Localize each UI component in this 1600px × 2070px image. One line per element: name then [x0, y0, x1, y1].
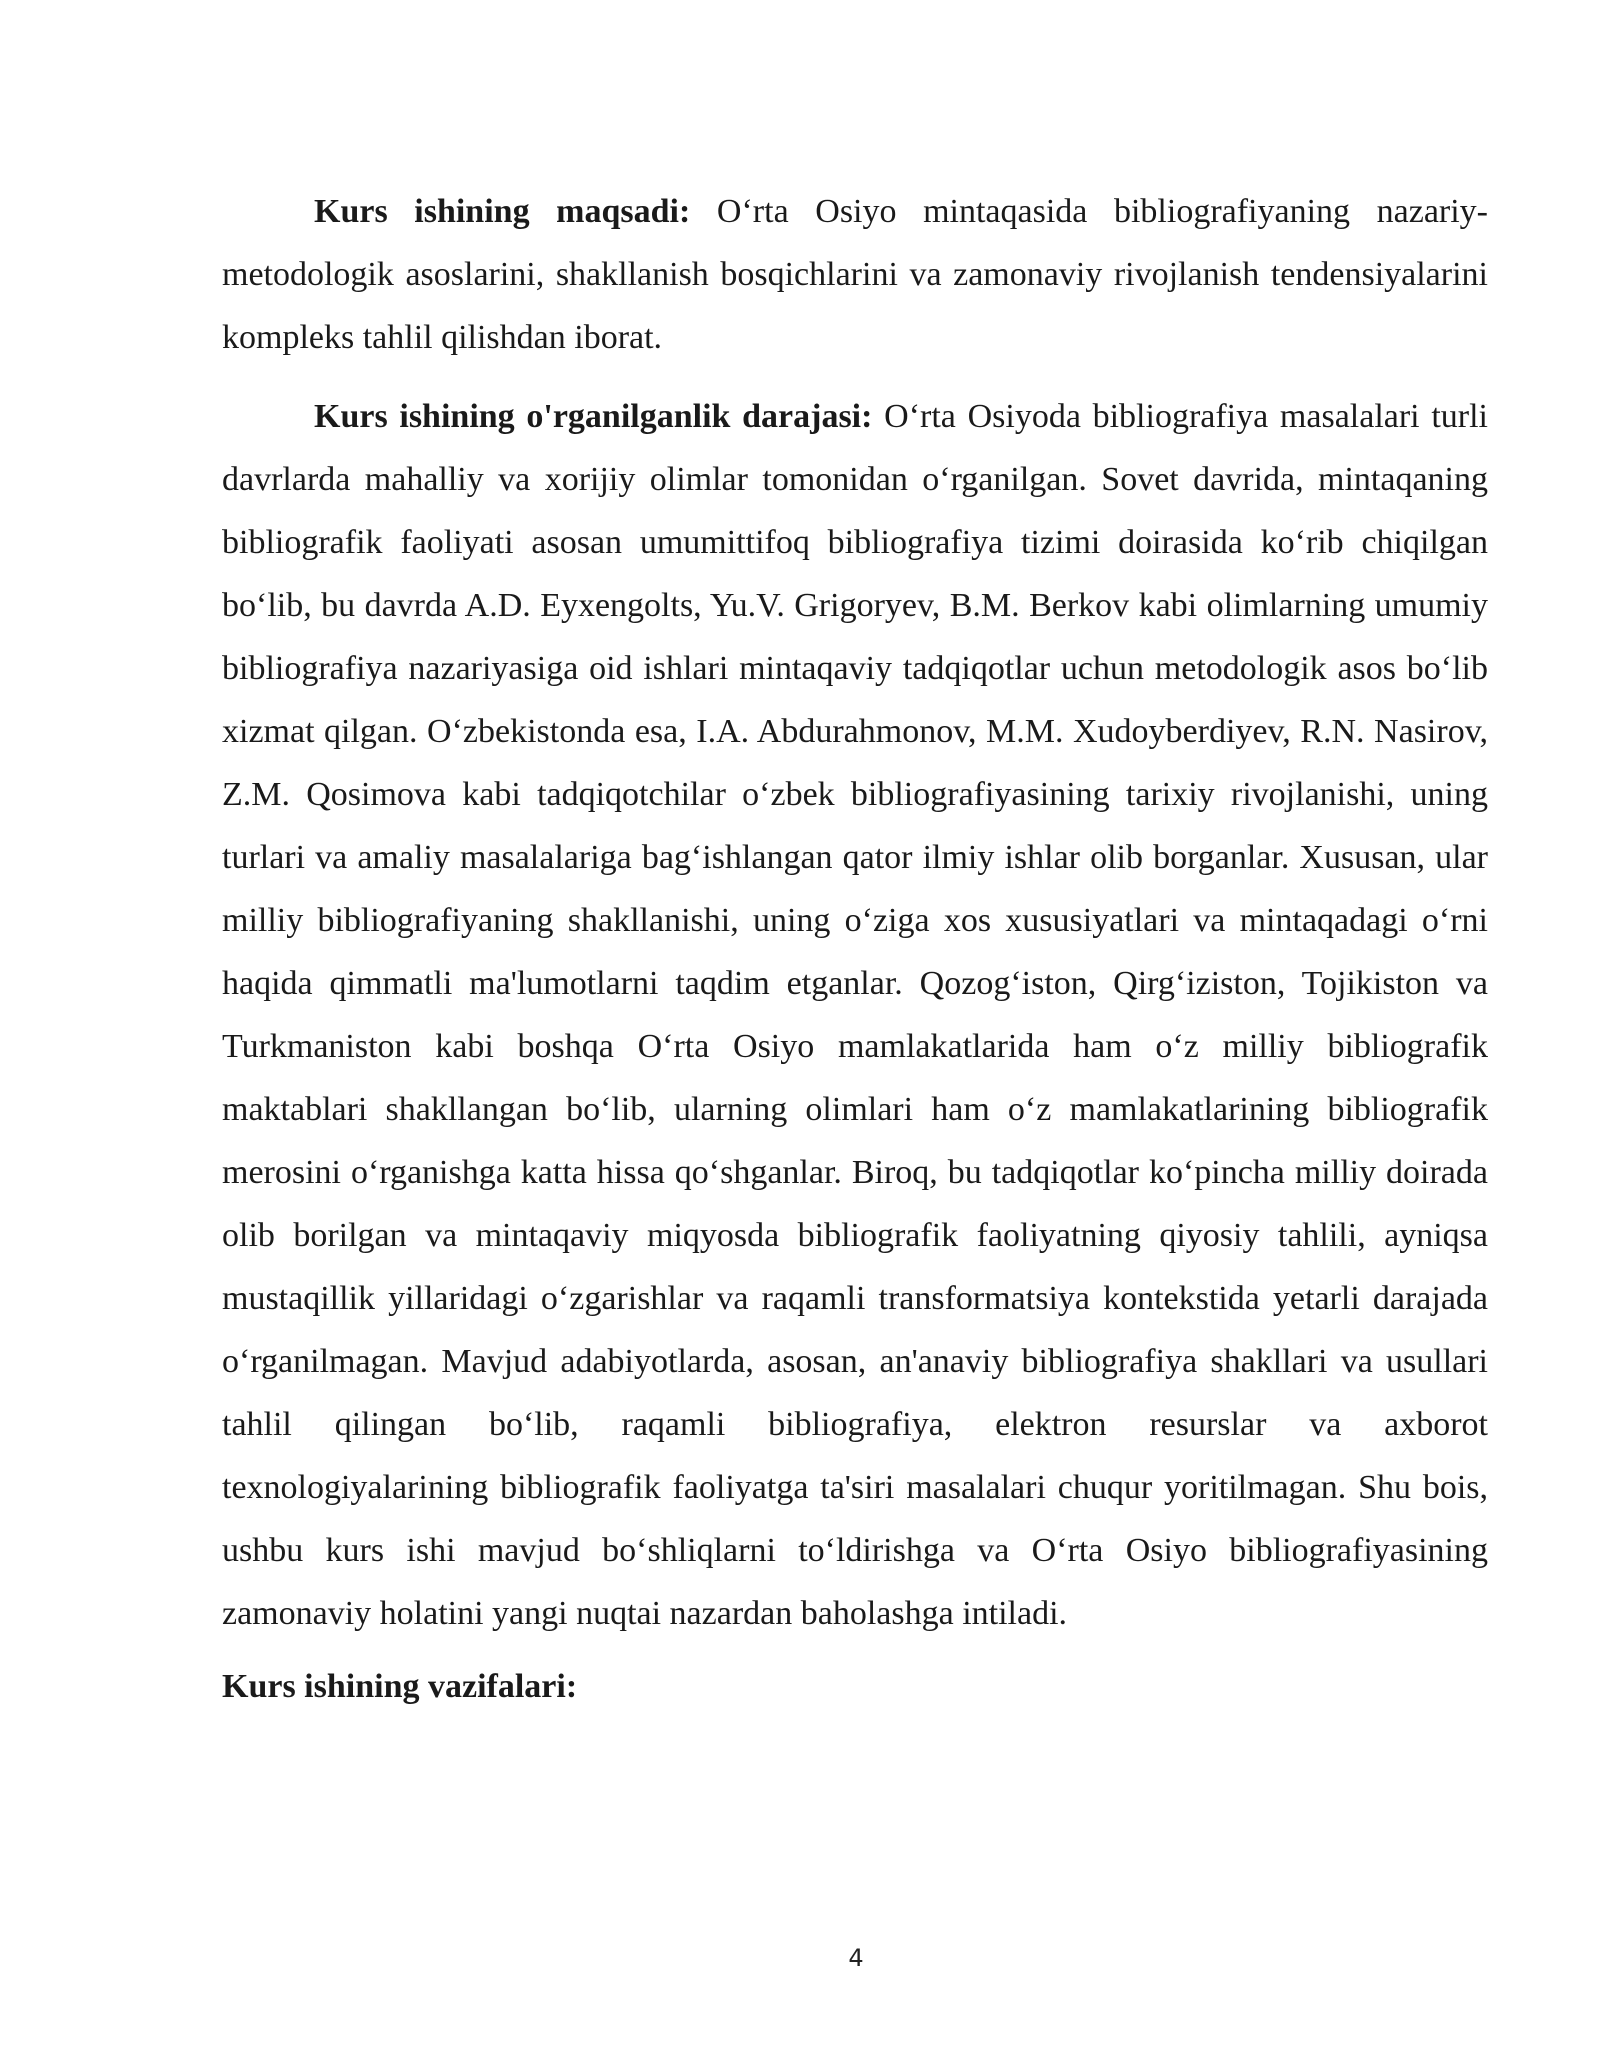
paragraph-goal — [222, 180, 1488, 369]
paragraph-study-level — [222, 385, 1488, 1645]
paragraph-study-level-label: Kurs ishining o'rganilganlik darajasi: — [314, 398, 873, 435]
paragraph-goal-label: Kurs ishining maqsadi: — [314, 193, 691, 230]
page-number: 4 — [848, 1944, 864, 1972]
page-content — [222, 180, 1488, 1718]
paragraph-study-level-text: O‘rta Osiyoda bibliografiya masalalari turli davrlarda mahalliy va xorijiy olimlar tomonidan o‘rganilgan. Sovet davrida, mintaqaning bibliografik faoliyati asosan umumittifoq bibliografiya tizimi doirasida ko‘rib chiqilgan bo‘lib, bu davrda A.D. Eyxengolts, Yu.V. Grigoryev, B.M. Berkov kabi olimlarning umumiy bibliografiya nazariyasiga oid ishlari mintaqaviy tadqiqotlar uchun metodologik asos bo‘lib xizmat qilgan. O‘zbekistonda esa, I.A. Abdurahmonov, M.M. Xudoyberdiyev, R.N. Nasirov, Z.M. Qosimova kabi tadqiqotchilar o‘zbek bibliografiyasining tarixiy rivojlanishi, uning turlari va amaliy masalalariga bag‘ishlangan qator ilmiy ishlar olib borganlar. Xususan, ular milliy bibliografiyaning shakllanishi, uning o‘ziga xos xususiyatlari va mintaqadagi o‘rni haqida qimmatli ma'lumotlarni taqdim etganlar. Qozog‘iston, Qirg‘iziston, Tojikiston va Turkmaniston kabi boshqa O‘rta Osiyo mamlakatlarida ham o‘z milliy bibliografik maktablari shakllangan bo‘lib, ularning olimlari ham o‘z mamlakatlarining bibliografik merosini o‘rganishga katta hissa qo‘shganlar. Biroq, bu tadqiqotlar ko‘pincha milliy doirada olib borilgan va mintaqaviy miqyosda bibliografik faoliyatning qiyosiy tahlili, ayniqsa mustaqillik yillaridagi o‘zgarishlar va raqamli transformatsiya kontekstida yetarli darajada o‘rganilmagan. Mavjud adabiyotlarda, asosan, an'anaviy bibliografiya shakllari va usullari tahlil qilingan bo‘lib, raqamli bibliografiya, elektron resurslar va axborot texnologiyalarining bibliografik faoliyatga ta'siri masalalari chuqur yoritilmagan. Shu bois, ushbu kurs ishi mavjud bo‘shliqlarni to‘ldirishga va O‘rta Osiyo bibliografiyasining zamonaviy holatini yangi nuqtai nazardan baholashga intiladi. — [222, 398, 1488, 1632]
paragraph-goal-text: O‘rta Osiyo mintaqasida bibliografiyaning nazariy-metodologik asoslarini, shakllanish bosqichlarini va zamonaviy rivojlanish tendensiyalarini kompleks tahlil qilishdan iborat. — [222, 193, 1488, 356]
section-heading-tasks: Kurs ishining vazifalari: — [222, 1668, 578, 1705]
